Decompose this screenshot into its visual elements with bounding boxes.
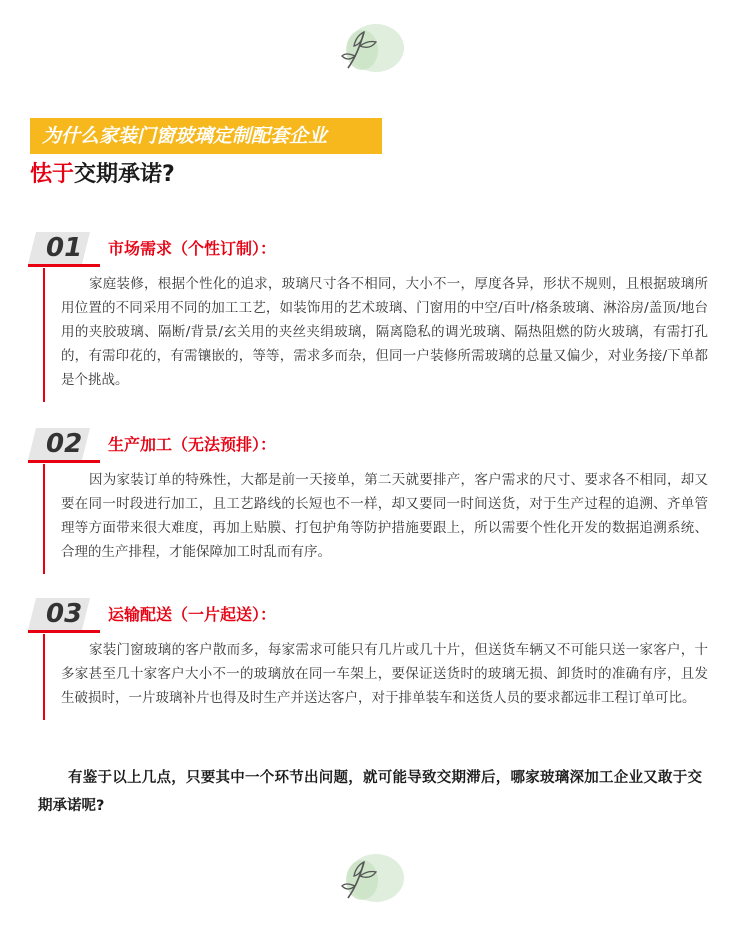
section-header (28, 232, 708, 268)
section-body (43, 268, 708, 402)
headline (30, 160, 175, 190)
section-paragraph: 家装门窗玻璃的客户散而多，每家需求可能只有几片或几十片，但送货车辆又不可能只送一家客户，十多家甚至几十家客户大小不一的玻璃放在同一车架上，要保证送货时的玻璃无损、卸货时的准确有序，且发生破损时，一片玻璃补片也得及时生产并送达客户，对于排单装车和送货人员的要求都远非工程订单可比。 (61, 642, 708, 706)
section-market-demand (28, 232, 708, 402)
section-paragraph: 因为家装订单的特殊性，大都是前一天接单，第二天就要排产，客户需求的尺寸、要求各不相同，却又要在同一时段进行加工，且工艺路线的长短也不一样，却又要同一时间送货，对于生产过程的追溯、齐单管理等方面带来很大难度，再加上贴膜、打包护角等防护措施要跟上，所以需要个性化开发的数据追溯系统、合理的生产排程，才能保障加工时乱而有序。 (61, 472, 708, 560)
section-delivery (28, 598, 708, 720)
section-number: 03 (46, 599, 83, 629)
leaf-decoration-bottom-icon (328, 848, 412, 904)
section-number: 01 (46, 233, 83, 263)
section-number: 02 (46, 429, 83, 459)
section-production (28, 428, 708, 574)
section-title: 生产加工（无法预排）： (108, 435, 277, 454)
number-underline (28, 630, 100, 633)
section-title: 运输配送（一片起送）： (108, 605, 277, 624)
section-body (43, 634, 708, 720)
section-header (28, 428, 708, 464)
number-underline (28, 264, 100, 267)
headline-rest: 交期承诺? (74, 162, 175, 187)
section-header (28, 598, 708, 634)
section-paragraph: 家庭装修，根据个性化的追求，玻璃尺寸各不相同，大小不一，厚度各异，形状不规则，且根据玻璃所用位置的不同采用不同的加工工艺，如装饰用的艺术玻璃、门窗用的中空/百叶/格条玻璃、淋浴房/盖顶/地台用的夹胶玻璃、隔断/背景/玄关用的夹丝夹绢玻璃，隔离隐私的调光玻璃、隔热阻燃的防火玻璃，有需打孔的，有需印花的，有需镶嵌的，等等，需求多而杂，但同一户装修所需玻璃的总量又偏少，对业务接/下单都是个挑战。 (61, 276, 708, 388)
headline-highlight: 怯于 (30, 162, 75, 187)
title-banner: 为什么家装门窗玻璃定制配套企业 (30, 118, 382, 154)
section-title: 市场需求（个性订制）： (108, 239, 277, 258)
conclusion-paragraph: 有鉴于以上几点，只要其中一个环节出问题，就可能导致交期滞后，哪家玻璃深加工企业又敢于交期承诺呢? (38, 770, 702, 814)
section-body (43, 464, 708, 574)
leaf-decoration-top-icon (328, 18, 412, 74)
number-underline (28, 460, 100, 463)
